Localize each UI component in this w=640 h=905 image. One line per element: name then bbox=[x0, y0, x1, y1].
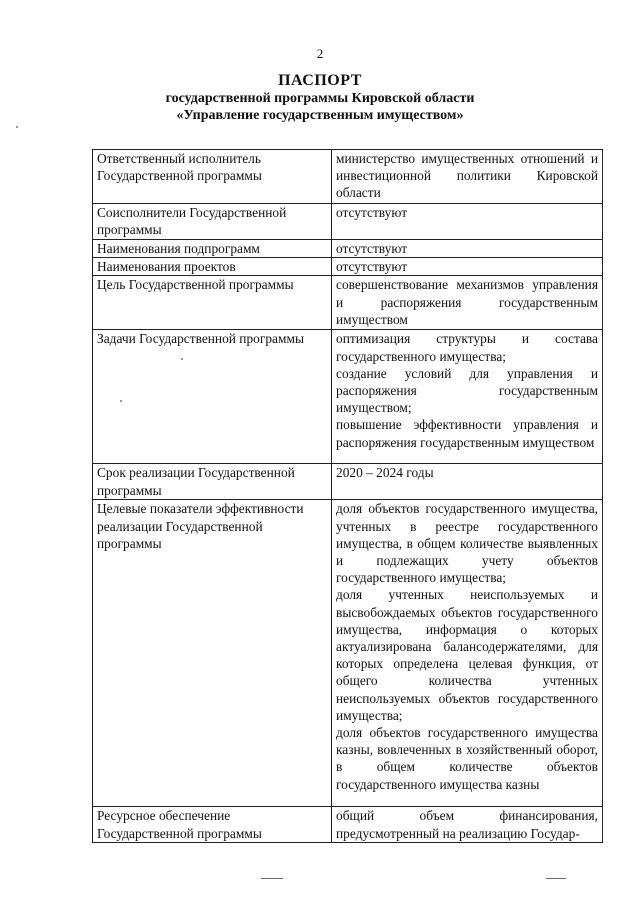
value-paragraph: 2020 – 2024 годы bbox=[336, 465, 434, 481]
row-label: Цель Государственной программы bbox=[93, 276, 332, 330]
table-row-duration bbox=[93, 464, 603, 500]
scan-speck bbox=[16, 126, 18, 128]
row-label: Целевые показатели эффективности реализации Государственной программы bbox=[93, 500, 332, 807]
table-row-projects bbox=[93, 258, 603, 276]
row-label: Ресурсное обеспечение Государственной программы bbox=[93, 807, 332, 843]
row-label: Соисполнители Государственной программы bbox=[93, 204, 332, 240]
document-header bbox=[0, 72, 640, 124]
page-number: 2 bbox=[316, 46, 324, 61]
value-paragraph: отсутствуют bbox=[336, 259, 408, 275]
row-label: Ответственный исполнитель Государственной программы bbox=[93, 150, 332, 204]
scan-speck bbox=[181, 358, 183, 360]
scan-mark bbox=[546, 878, 566, 879]
row-value bbox=[332, 276, 603, 330]
row-value bbox=[332, 204, 603, 240]
table-row-goal bbox=[93, 276, 603, 330]
document-subtitle-line-2: «Управление государственным имуществом» bbox=[176, 108, 464, 123]
row-value bbox=[332, 807, 603, 843]
table-row-responsible-executor bbox=[93, 150, 603, 204]
value-paragraph: оптимизация структуры и состава государственного имущества; bbox=[336, 331, 598, 364]
value-paragraph: создание условий для управления и распоряжения государственным имуществом; bbox=[336, 365, 598, 416]
table-row-resource-support bbox=[93, 807, 603, 843]
row-value bbox=[332, 258, 603, 276]
value-paragraph: повышение эффективности управления и распоряжения государственным имуществом bbox=[336, 417, 598, 450]
row-label: Срок реализации Государственной программы bbox=[93, 464, 332, 500]
row-value bbox=[332, 330, 603, 464]
row-value bbox=[332, 500, 603, 807]
table-row-subprograms bbox=[93, 240, 603, 258]
row-label: Наименования проектов bbox=[93, 258, 332, 276]
passport-table bbox=[92, 149, 603, 843]
value-paragraph: совершенствование механизмов управления и распоряжения государственным имуществом bbox=[336, 277, 598, 327]
scan-mark bbox=[261, 878, 283, 879]
value-paragraph: доля учтенных неиспользуемых и высвобождаемых объектов государственного имущества, информация о которых актуализирована балансодержателями, для которых определена целевая функция, от общего количества учтенных неиспользуемых объектов государственного имущества; bbox=[336, 587, 598, 723]
value-paragraph: отсутствуют bbox=[336, 205, 408, 220]
value-paragraph: министерство имущественных отношений и инвестиционной политики Кировской области bbox=[336, 151, 598, 201]
table-row-target-indicators bbox=[93, 500, 603, 807]
scan-speck bbox=[120, 400, 122, 402]
value-paragraph: доля объектов государственного имущества, учтенных в реестре государственного имущества, в общем количестве выявленных и подлежащих учету объектов государственного имущества; bbox=[336, 501, 598, 586]
document-title: ПАСПОРТ bbox=[278, 72, 362, 89]
row-value bbox=[332, 464, 603, 500]
table-row-tasks bbox=[93, 330, 603, 464]
value-paragraph: общий объем финансирования, предусмотренный на реализацию Государ- bbox=[336, 808, 598, 841]
value-paragraph: доля объектов государственного имущества казны, вовлеченных в хозяйственный оборот, в общем количестве объектов государственного имущества казны bbox=[336, 725, 598, 792]
row-value bbox=[332, 240, 603, 258]
row-label: Задачи Государственной программы bbox=[93, 330, 332, 464]
row-value bbox=[332, 150, 603, 204]
row-label: Наименования подпрограмм bbox=[93, 240, 332, 258]
table-row-co-executors bbox=[93, 204, 603, 240]
document-subtitle-line-1: государственной программы Кировской области bbox=[165, 91, 475, 106]
value-paragraph: отсутствуют bbox=[336, 241, 408, 256]
